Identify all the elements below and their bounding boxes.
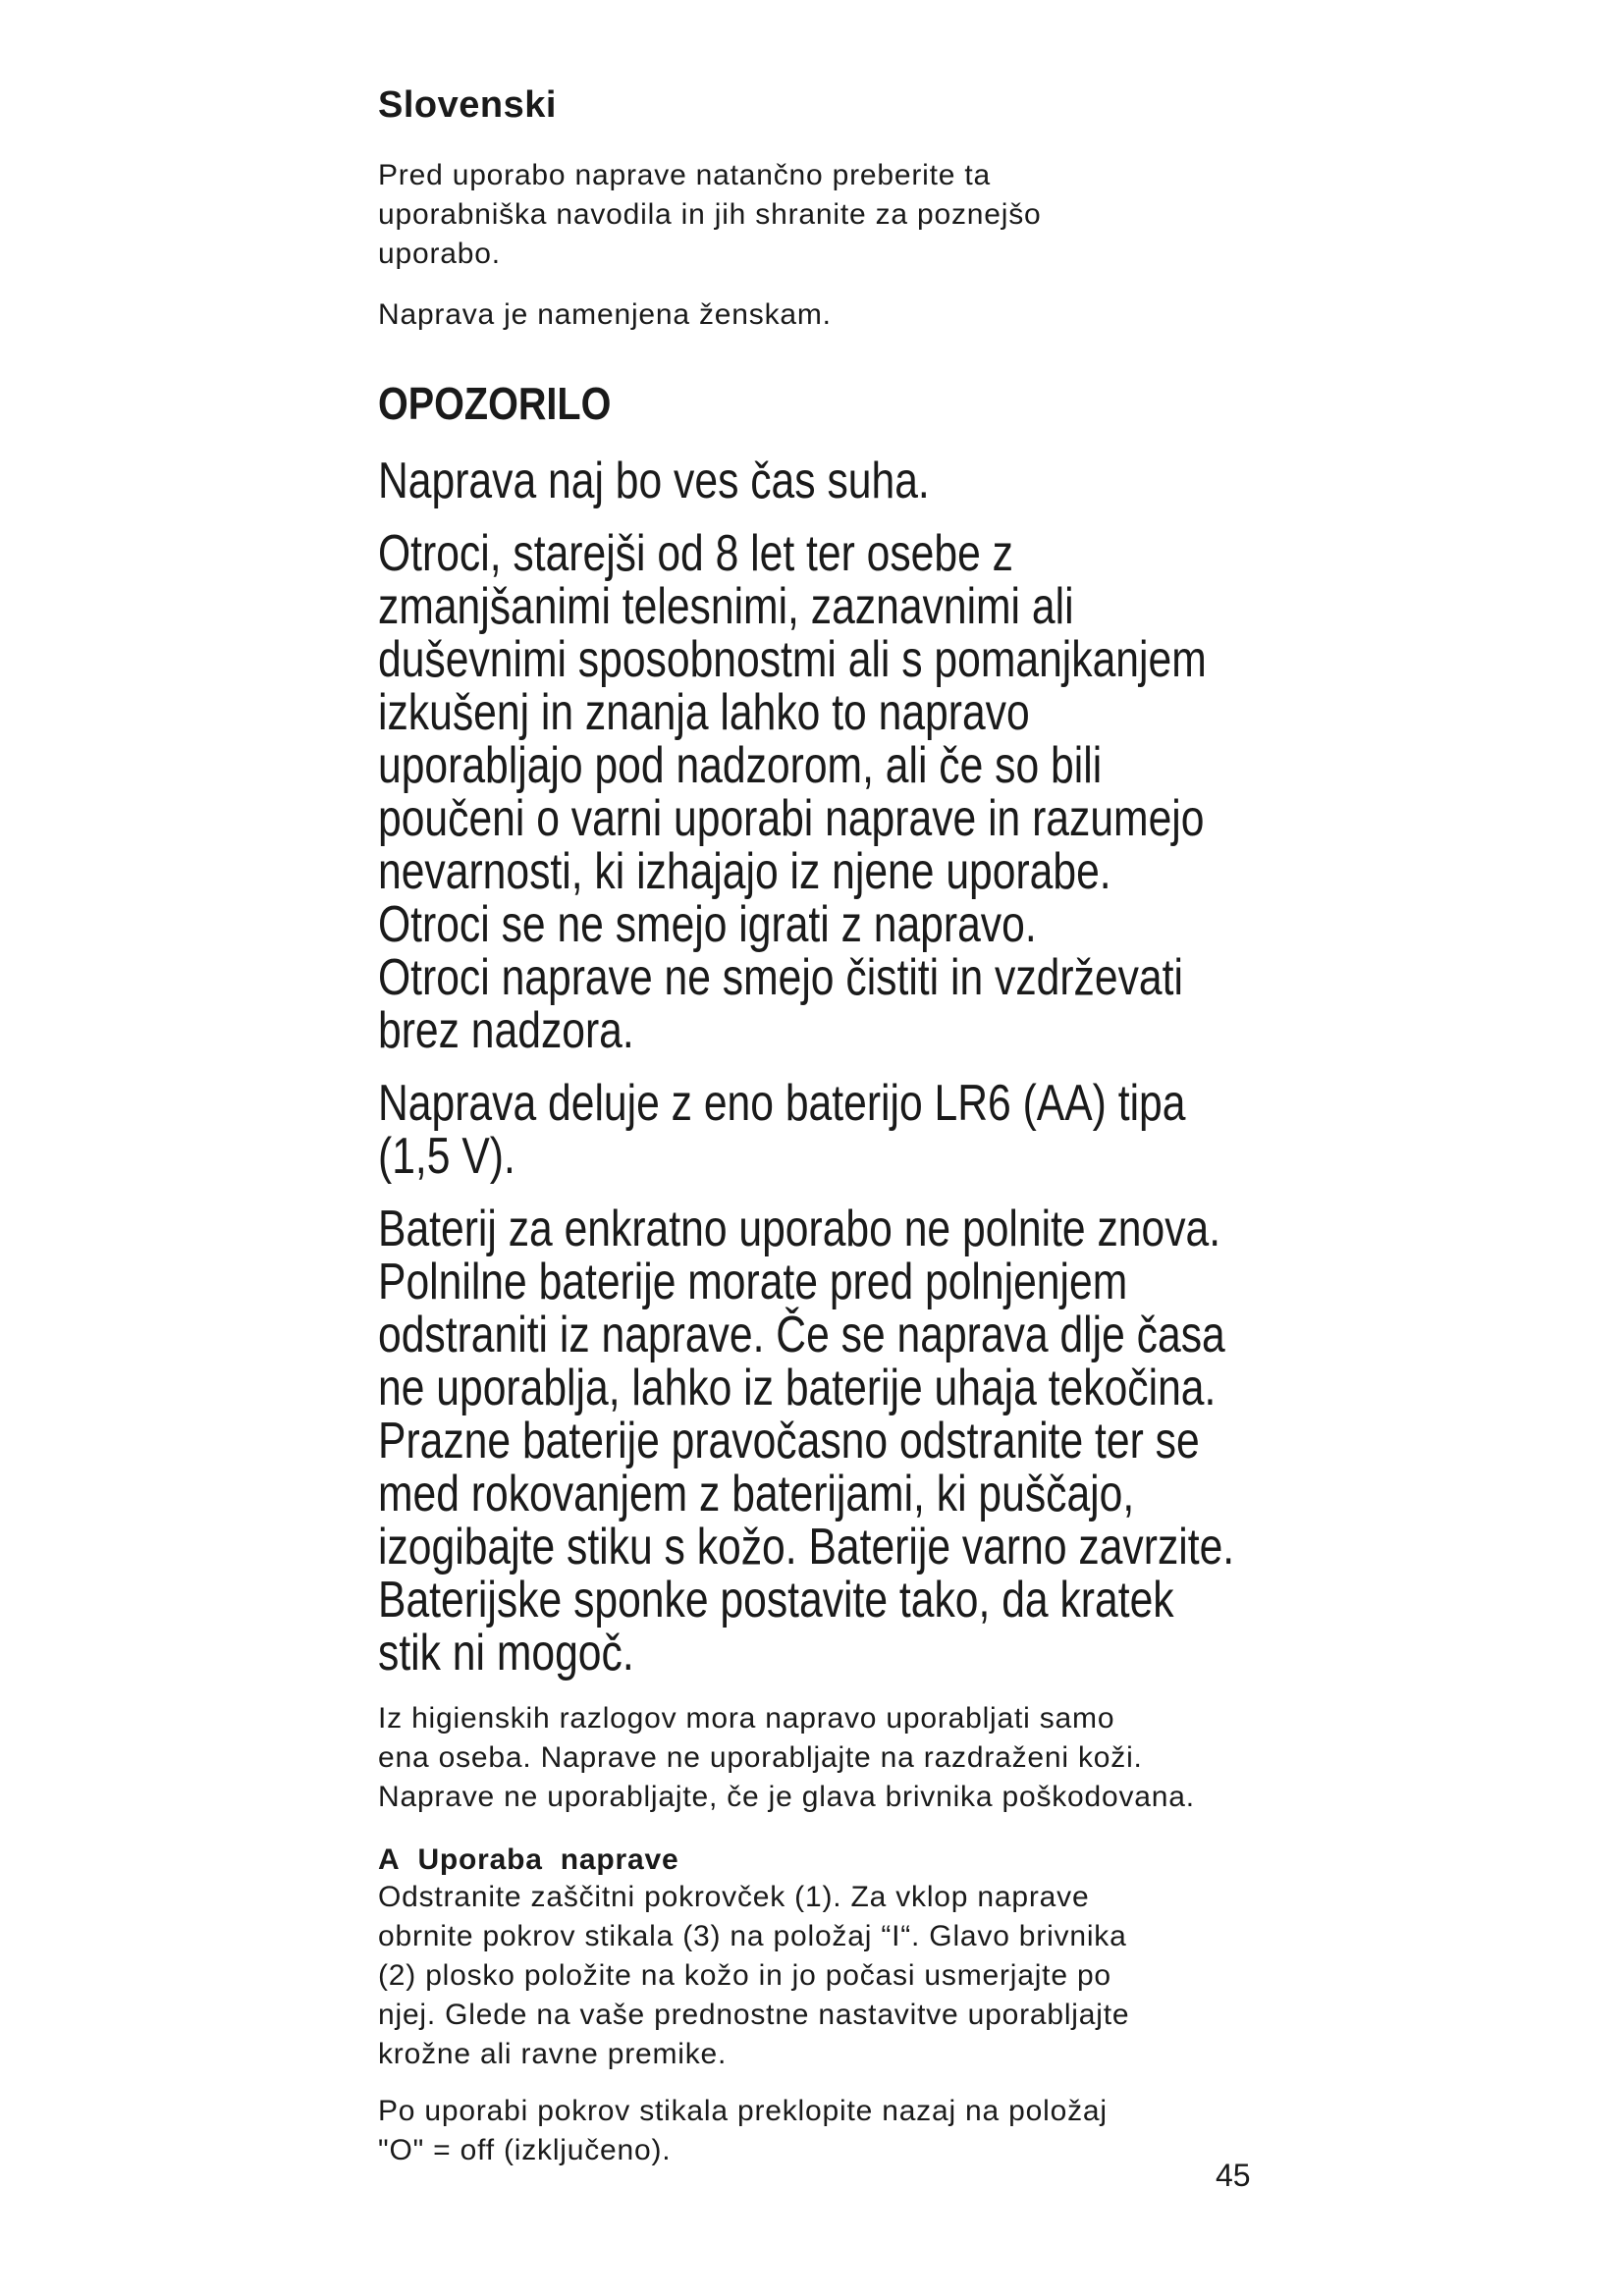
intro-section [378,156,1267,335]
page-number: 45 [1216,2158,1251,2193]
warning-keep-dry-text: Naprava naj bo ves čas suha. [378,453,930,509]
text-line: izkušenj in znanja lahko to napravo [378,684,1030,741]
text-line: brez nadzora. [378,1002,634,1059]
text-line: (1,5 V). [378,1128,515,1185]
warning-battery-type-paragraph [378,1077,1272,1183]
language-heading: Slovenski [378,84,557,126]
text-line: stik ni mogoč. [378,1625,634,1682]
text-line: Polnilne baterije morate pred polnjenjem [378,1254,1128,1310]
warning-keep-dry [378,454,1272,507]
text-line: Naprava deluje z eno baterijo LR6 (AA) tipa [378,1075,1186,1132]
text-line: Iz higienskih razlogov mora napravo uporabljati samo [378,1702,1115,1735]
intro-paragraph-intended-use: Naprava je namenjena ženskam. [378,298,832,331]
text-line: uporabljajo pod nadzorom, ali če so bili [378,737,1103,794]
text-line: nevarnosti, ki izhajajo iz njene uporabe. [378,843,1111,900]
hygiene-paragraph [378,1699,1267,1817]
intro-paragraph-read-instructions: Pred uporabo naprave natančno preberite ta uporabniška navodila in jih shranite za poznejšo uporabo. [378,159,1042,270]
section-a-usage-paragraph [378,1878,1267,2074]
section-title-word: naprave [560,1843,679,1876]
text-line: duševnimi sposobnostmi ali s pomanjkanjem [378,631,1207,688]
warning-children-paragraph [378,527,1272,1057]
text-line: Naprave ne uporabljajte, če je glava brivnika poškodovana. [378,1781,1195,1813]
text-line: ena oseba. Naprave ne uporabljajte na razdraženi koži. [378,1741,1143,1774]
warning-battery-handling-paragraph [378,1202,1272,1680]
text-line: ne uporablja, lahko iz baterije uhaja tekočina. [378,1360,1217,1416]
warning-section [378,454,1267,1680]
text-line: Po uporabi pokrov stikala preklopite nazaj na položaj [378,2095,1108,2127]
section-letter: A [378,1843,401,1876]
text-line: Baterijske sponke postavite tako, da kratek [378,1572,1174,1629]
text-line: Baterij za enkratno uporabo ne polnite znova. [378,1201,1221,1257]
text-line: (2) plosko položite na kožo in jo počasi usmerjajte po [378,1959,1111,1992]
text-line: obrnite pokrov stikala (3) na položaj “I“. Glavo brivnika [378,1920,1127,1952]
text-line: odstraniti iz naprave. Če se naprava dlje časa [378,1307,1225,1363]
text-line: Odstranite zaščitni pokrovček (1). Za vklop naprave [378,1881,1090,1913]
section-a-title [378,1842,1267,1878]
manual-page [378,83,1267,2170]
text-line: Otroci naprave ne smejo čistiti in vzdrževati [378,949,1183,1006]
section-a-switch-off-paragraph [378,2092,1267,2170]
text-line: Otroci se ne smejo igrati z napravo. [378,896,1037,953]
warning-heading: OPOZORILO [378,378,612,429]
text-line: krožne ali ravne premike. [378,2038,728,2070]
text-line: "O" = off (izključeno). [378,2134,672,2166]
text-line: izogibajte stiku s kožo. Baterije varno zavrzite. [378,1519,1235,1575]
text-line: zmanjšanimi telesnimi, zaznavnimi ali [378,578,1074,635]
text-line: njej. Glede na vaše prednostne nastavitve uporabljajte [378,1999,1130,2031]
text-line: poučeni o varni uporabi naprave in razumejo [378,790,1205,847]
text-line: Prazne baterije pravočasno odstranite ter se [378,1413,1200,1469]
section-a [378,1842,1267,2170]
text-line: med rokovanjem z baterijami, ki puščajo, [378,1466,1135,1522]
section-title-word: Uporaba [417,1843,543,1876]
text-line: Otroci, starejši od 8 let ter osebe z [378,525,1013,582]
